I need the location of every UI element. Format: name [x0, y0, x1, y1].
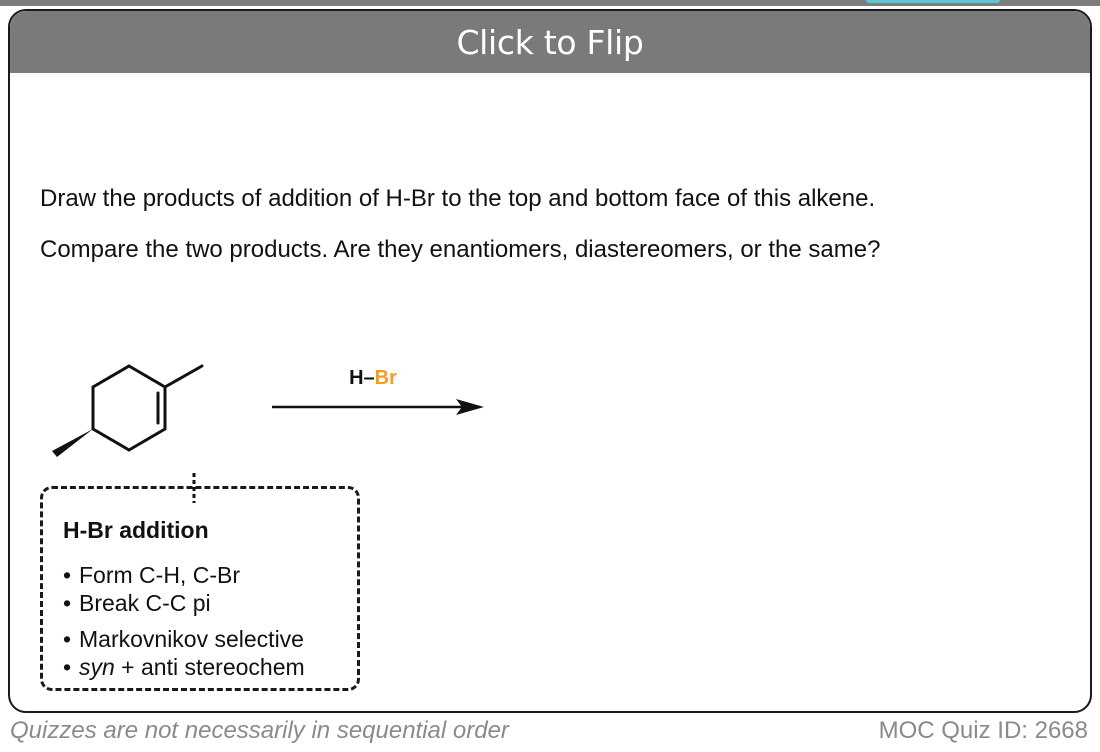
note-markovnikov: Markovnikov selective	[79, 626, 304, 652]
question-line-2: Compare the two products. Are they enantiomers, diastereomers, or the same?	[40, 236, 881, 263]
bullet: •	[63, 590, 72, 616]
bullet: •	[63, 562, 72, 588]
reaction-arrow-group	[272, 367, 502, 419]
flip-button[interactable]	[10, 11, 1090, 73]
active-tab-indicator	[866, 0, 1000, 3]
list-item	[63, 561, 305, 589]
alkene-structure	[50, 351, 230, 461]
note-syn: syn	[79, 654, 115, 680]
list-item	[63, 653, 305, 681]
notes-box	[40, 486, 360, 691]
footer-disclaimer: Quizzes are not necessarily in sequential order	[10, 717, 509, 744]
reagent-br: Br	[374, 367, 397, 389]
flip-label: Click to Flip	[456, 22, 644, 62]
bullet: •	[63, 626, 72, 652]
list-item	[63, 589, 305, 617]
notes-title: H-Br addition	[63, 517, 209, 543]
reaction-arrow-icon	[272, 397, 492, 417]
reagent-h: H–	[349, 367, 375, 389]
question-line-1: Draw the products of addition of H-Br to the top and bottom face of this alkene.	[40, 185, 876, 212]
note-stereo: + anti stereochem	[114, 654, 305, 680]
list-item	[63, 625, 305, 653]
note-form: Form C-H, C-Br	[79, 562, 240, 588]
note-break: Break C-C pi	[79, 590, 211, 616]
bullet: •	[63, 654, 72, 680]
flashcard[interactable]	[8, 9, 1092, 713]
reagent-label	[330, 367, 416, 390]
notes-list	[63, 561, 305, 681]
quiz-id: MOC Quiz ID: 2668	[878, 717, 1088, 744]
